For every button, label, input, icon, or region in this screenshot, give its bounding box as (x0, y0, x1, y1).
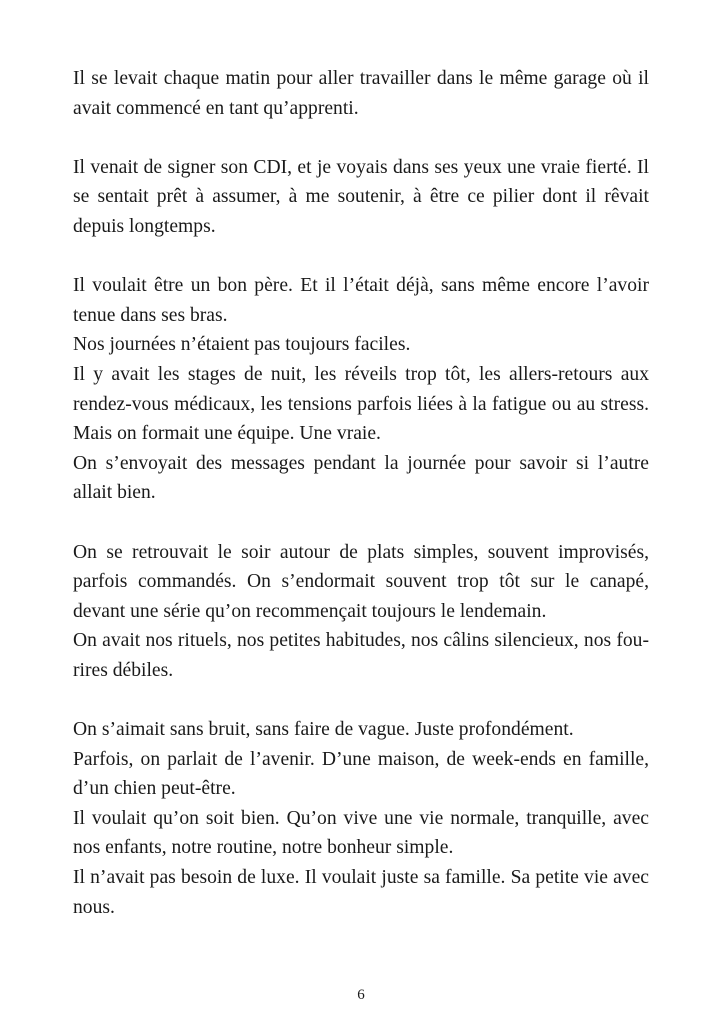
paragraph-block (73, 538, 649, 686)
paragraph-block (73, 271, 649, 508)
paragraph-block (73, 715, 649, 922)
paragraph: Nos journées n’étaient pas toujours faciles. (73, 334, 411, 356)
paragraph: Il se levait chaque matin pour aller travailler dans le même garage où il avait commencé en tant qu’apprenti. (73, 68, 649, 119)
body-text (73, 64, 649, 952)
paragraph: Il voulait être un bon père. Et il l’était déjà, sans même encore l’avoir tenue dans ses bras. (73, 275, 649, 326)
paragraph: Il voulait qu’on soit bien. Qu’on vive une vie normale, tranquille, avec nos enfants, notre routine, notre bonheur simple. (73, 807, 649, 859)
paragraph: Parfois, on parlait de l’avenir. D’une maison, de week-ends en famille, d’un chien peut-être. (73, 748, 649, 800)
paragraph: Il y avait les stages de nuit, les réveils trop tôt, les allers-retours aux rendez-vous médicaux, les tensions parfois liées à la fatigue ou au stress. Mais on formait une équipe. Une vraie. (73, 363, 649, 445)
page-number: 6 (357, 987, 365, 1003)
paragraph: On avait nos rituels, nos petites habitudes, nos câlins silencieux, nos fou-rires débiles. (73, 630, 649, 681)
paragraph-block (73, 64, 649, 123)
paragraph: Il n’avait pas besoin de luxe. Il voulait juste sa famille. Sa petite vie avec nous. (73, 867, 649, 918)
paragraph: On s’aimait sans bruit, sans faire de vague. Juste profondément. (73, 719, 574, 741)
paragraph: Il venait de signer son CDI, et je voyais dans ses yeux une vraie fierté. Il se sentait prêt à assumer, à me soutenir, à être ce pilier dont il rêvait depuis longtemps. (73, 156, 649, 237)
paragraph: On se retrouvait le soir autour de plats simples, souvent improvisés, parfois commandés. On s’endormait souvent trop tôt sur le canapé, devant une série qu’on recommençait toujours le lendemain. (73, 541, 649, 622)
paragraph: On s’envoyait des messages pendant la journée pour savoir si l’autre allait bien. (73, 452, 649, 504)
paragraph-block (73, 153, 649, 242)
